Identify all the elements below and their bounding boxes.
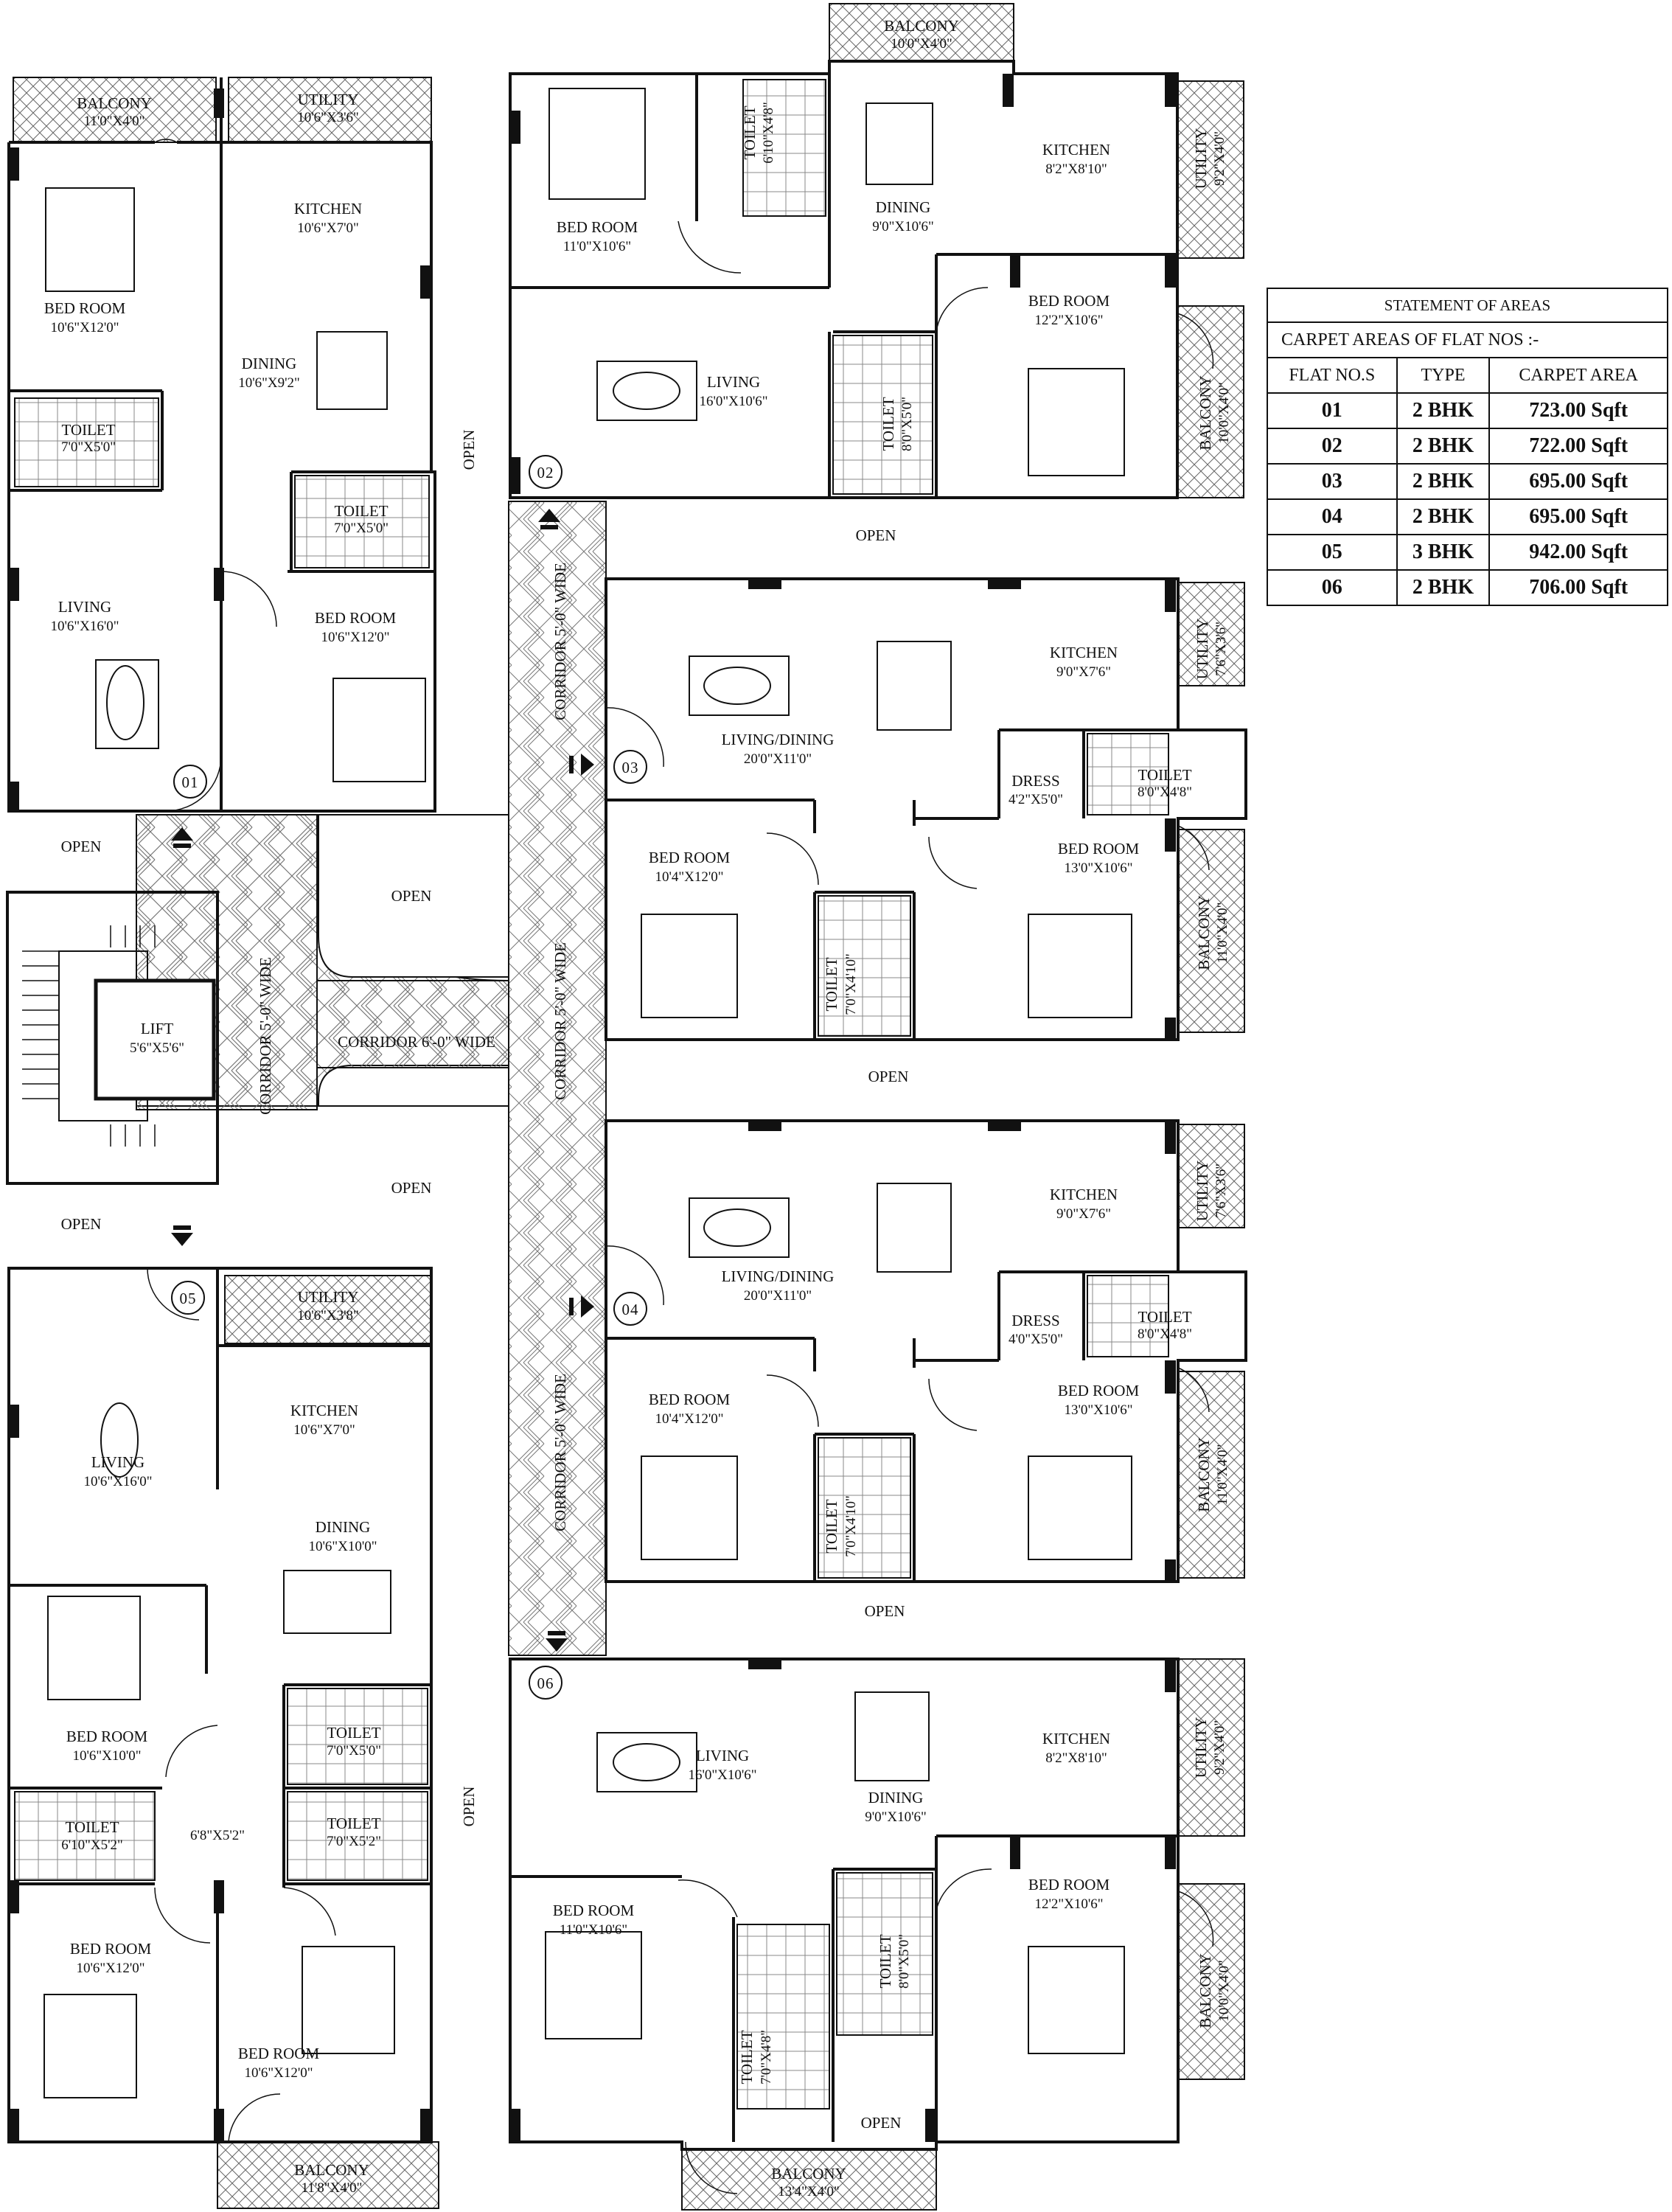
areas-cell: 06 <box>1267 570 1397 605</box>
open-label-7: OPEN <box>855 526 896 544</box>
open-label-2: OPEN <box>391 887 432 905</box>
u4-toilet1-dim: 8'0"X4'8" <box>1137 1326 1193 1342</box>
u1-bed2-dim: 10'6"X12'0" <box>321 630 390 645</box>
u5-dining-dim: 10'6"X10'0" <box>308 1539 377 1554</box>
areas-cell: 723.00 Sqft <box>1489 393 1668 428</box>
u6-kitchen-dim: 8'2"X8'10" <box>1045 1750 1107 1766</box>
areas-cell: 01 <box>1267 393 1397 428</box>
lift-label: LIFT <box>140 1020 174 1037</box>
u6-balcony2-dim: 10'0"X4'0" <box>1216 1960 1232 2022</box>
u2-balcony-dim: 10'0"X4'0" <box>891 36 952 52</box>
areas-header-row <box>1267 358 1668 393</box>
u5-flat-number: 05 <box>179 1290 197 1307</box>
u4-bed2-dim: 13'0"X10'6" <box>1064 1402 1133 1418</box>
u5-balcony-label: BALCONY <box>294 2161 369 2179</box>
u1-balcony-label: BALCONY <box>77 94 152 112</box>
u6-utility-dim: 9'2"X4'0" <box>1212 1719 1227 1775</box>
u1-toilet1-label: TOILET <box>61 421 116 439</box>
u2-utility-dim: 9'2"X4'0" <box>1212 131 1227 187</box>
u3-utility-dim: 7'6"X3'6" <box>1213 621 1229 677</box>
u6-balcony2-label: BALCONY <box>1196 1953 1214 2028</box>
u4-bed1-dim: 10'4"X12'0" <box>655 1411 724 1427</box>
u2-toilet1-label: TOILET <box>741 105 759 160</box>
areas-cell: 02 <box>1267 428 1397 464</box>
open-label-3: OPEN <box>391 1179 432 1197</box>
u5-bed1-label: BED ROOM <box>66 1728 148 1745</box>
u2-living-dim: 16'0"X10'6" <box>699 394 768 409</box>
u3-toilet2-label: TOILET <box>823 957 840 1012</box>
u6-kitchen-label: KITCHEN <box>1042 1730 1111 1747</box>
u2-kitchen-label: KITCHEN <box>1042 141 1111 159</box>
corridor-label-2: CORRIDOR 5'-0" WIDE <box>551 942 569 1100</box>
u3-toilet1-label: TOILET <box>1138 766 1192 784</box>
u6-balcony-dim: 13'4"X4'0" <box>778 2184 840 2199</box>
unit-03 <box>606 579 1246 1040</box>
u5-dining-label: DINING <box>315 1518 371 1536</box>
unit-01 <box>9 77 435 811</box>
u3-bed2-dim: 13'0"X10'6" <box>1064 860 1133 876</box>
u3-toilet2-dim: 7'0"X4'10" <box>843 953 859 1015</box>
u5-passage-dim: 6'8"X5'2" <box>189 1828 245 1843</box>
areas-subtitle: CARPET AREAS OF FLAT NOS :- <box>1267 322 1668 358</box>
u5-utility-dim: 10'6"X3'8" <box>297 1308 359 1324</box>
u5-bed3-dim: 10'6"X12'0" <box>244 2065 313 2081</box>
table-row <box>1267 393 1668 428</box>
u4-toilet2-dim: 7'0"X4'10" <box>843 1495 859 1557</box>
u1-bed1-label: BED ROOM <box>43 299 126 317</box>
areas-cell: 2 BHK <box>1397 428 1490 464</box>
areas-cell: 03 <box>1267 464 1397 499</box>
u1-utility-label: UTILITY <box>297 91 359 108</box>
u3-bed1-label: BED ROOM <box>648 849 731 866</box>
u5-bed2-dim: 10'6"X12'0" <box>76 1961 145 1976</box>
u1-balcony-dim: 11'0"X4'0" <box>83 114 145 129</box>
u4-dress-dim: 4'0"X5'0" <box>1008 1332 1064 1347</box>
u2-living-label: LIVING <box>706 373 761 391</box>
u4-balcony-label: BALCONY <box>1195 1437 1213 1512</box>
open-label-9: OPEN <box>864 1602 905 1620</box>
areas-cell: 2 BHK <box>1397 570 1490 605</box>
u1-dining-dim: 10'6"X9'2" <box>238 375 300 391</box>
areas-cell: 04 <box>1267 499 1397 535</box>
u2-bed1-dim: 11'0"X10'6" <box>562 239 632 254</box>
areas-cell: 2 BHK <box>1397 464 1490 499</box>
areas-title: STATEMENT OF AREAS <box>1267 288 1668 322</box>
u6-bed2-label: BED ROOM <box>1028 1876 1110 1893</box>
u3-kitchen-label: KITCHEN <box>1049 644 1118 661</box>
u5-living-label: LIVING <box>91 1453 145 1471</box>
u3-living-label: LIVING/DINING <box>721 731 835 748</box>
open-label-5: OPEN <box>460 429 478 470</box>
u2-balcony-label: BALCONY <box>884 17 959 35</box>
u6-bed2-dim: 12'2"X10'6" <box>1034 1896 1104 1912</box>
u5-toilet1-label: TOILET <box>327 1724 381 1742</box>
u6-flat-number: 06 <box>537 1674 554 1692</box>
u1-kitchen-label: KITCHEN <box>293 200 363 218</box>
u6-bed1-label: BED ROOM <box>552 1902 635 1919</box>
open-label-8: OPEN <box>868 1068 909 1085</box>
corridor-label-4: CORRIDOR 5'-0" WIDE <box>257 957 274 1115</box>
u1-flat-number: 01 <box>181 773 199 791</box>
unit-04 <box>606 1121 1246 1582</box>
u3-balcony-label: BALCONY <box>1195 895 1213 970</box>
u5-living-dim: 10'6"X16'0" <box>83 1474 153 1489</box>
u6-open-label: OPEN <box>860 2114 902 2132</box>
u4-kitchen-dim: 9'0"X7'6" <box>1056 1206 1112 1222</box>
u1-toilet2-label: TOILET <box>334 502 389 520</box>
u1-kitchen-dim: 10'6"X7'0" <box>297 220 359 236</box>
u4-balcony-dim: 11'0"X4'0" <box>1215 1444 1230 1506</box>
u1-dining-label: DINING <box>241 355 297 372</box>
areas-cell: 3 BHK <box>1397 535 1490 570</box>
u5-toilet1-dim: 7'0"X5'0" <box>326 1743 382 1759</box>
u4-toilet1-label: TOILET <box>1138 1308 1192 1326</box>
u2-dining-label: DINING <box>875 198 931 216</box>
corridor-label-1: CORRIDOR 5'-0" WIDE <box>551 563 569 720</box>
areas-cell: 2 BHK <box>1397 393 1490 428</box>
unit-02 <box>510 4 1244 498</box>
u5-kitchen-dim: 10'6"X7'0" <box>293 1422 355 1438</box>
u5-toilet2-label: TOILET <box>65 1818 119 1836</box>
open-label-6: OPEN <box>460 1786 478 1827</box>
u1-bed2-label: BED ROOM <box>314 609 397 627</box>
unit-06 <box>510 1659 1244 2210</box>
u2-kitchen-dim: 8'2"X8'10" <box>1045 161 1107 177</box>
u3-toilet1-dim: 8'0"X4'8" <box>1137 785 1193 800</box>
table-row <box>1267 570 1668 605</box>
u2-flat-number: 02 <box>537 464 554 481</box>
u3-bed1-dim: 10'4"X12'0" <box>655 869 724 885</box>
table-row <box>1267 428 1668 464</box>
areas-cell: 706.00 Sqft <box>1489 570 1668 605</box>
areas-header-flat: FLAT NO.S <box>1267 358 1397 393</box>
areas-cell: 05 <box>1267 535 1397 570</box>
areas-header-carpet: CARPET AREA <box>1489 358 1668 393</box>
u2-bed1-label: BED ROOM <box>556 218 638 236</box>
u1-toilet2-dim: 7'0"X5'0" <box>333 521 389 536</box>
u6-toilet1-dim: 7'0"X4'8" <box>759 2029 774 2085</box>
u2-bed2-dim: 12'2"X10'6" <box>1034 313 1104 328</box>
u4-bed2-label: BED ROOM <box>1057 1382 1140 1399</box>
u2-balcony2-dim: 10'0"X4'0" <box>1216 382 1232 444</box>
u1-living-dim: 10'6"X16'0" <box>50 619 119 634</box>
areas-cell: 2 BHK <box>1397 499 1490 535</box>
u6-bed1-dim: 11'0"X10'6" <box>559 1922 628 1938</box>
u4-toilet2-label: TOILET <box>823 1499 840 1554</box>
u2-dining-dim: 9'0"X10'6" <box>872 219 934 234</box>
areas-cell: 695.00 Sqft <box>1489 464 1668 499</box>
u4-bed1-label: BED ROOM <box>648 1391 731 1408</box>
statement-of-areas-table <box>1267 288 1668 606</box>
u6-toilet2-label: TOILET <box>877 1934 894 1989</box>
open-label-1: OPEN <box>60 838 102 855</box>
u3-flat-number: 03 <box>621 759 639 776</box>
corridor-label-3: CORRIDOR 5'-0" WIDE <box>551 1374 569 1531</box>
u5-bed1-dim: 10'6"X10'0" <box>72 1748 142 1764</box>
corridor-label-5: CORRIDOR 6'-0" WIDE <box>338 1033 495 1051</box>
areas-cell: 722.00 Sqft <box>1489 428 1668 464</box>
u4-flat-number: 04 <box>621 1301 639 1318</box>
u5-balcony-dim: 11'8"X4'0" <box>301 2180 363 2196</box>
u3-kitchen-dim: 9'0"X7'6" <box>1056 664 1112 680</box>
open-label-4: OPEN <box>60 1215 102 1233</box>
table-row <box>1267 499 1668 535</box>
u1-utility-dim: 10'6"X3'6" <box>297 110 359 125</box>
u6-utility-label: UTILITY <box>1192 1717 1210 1778</box>
u1-living-label: LIVING <box>58 598 112 616</box>
lift-dim: 5'6"X5'6" <box>129 1040 185 1056</box>
u6-toilet2-dim: 8'0"X5'0" <box>896 1933 912 1989</box>
u4-living-dim: 20'0"X11'0" <box>743 1288 812 1304</box>
u6-living-dim: 16'0"X10'6" <box>688 1767 757 1783</box>
areas-cell: 942.00 Sqft <box>1489 535 1668 570</box>
areas-header-type: TYPE <box>1397 358 1490 393</box>
unit-05 <box>9 1268 439 2208</box>
u2-balcony2-label: BALCONY <box>1196 375 1214 451</box>
u5-toilet2-dim: 6'10"X5'2" <box>61 1837 123 1853</box>
u3-dress-label: DRESS <box>1011 772 1060 790</box>
u2-toilet2-dim: 8'0"X5'0" <box>899 396 915 452</box>
u4-utility-label: UTILITY <box>1194 1160 1211 1222</box>
u3-dress-dim: 4'2"X5'0" <box>1008 792 1064 807</box>
u3-utility-label: UTILITY <box>1194 618 1211 680</box>
u5-toilet3-label: TOILET <box>327 1815 381 1832</box>
u6-toilet1-label: TOILET <box>738 2030 756 2084</box>
u5-utility-label: UTILITY <box>297 1288 359 1306</box>
table-row <box>1267 464 1668 499</box>
u4-utility-dim: 7'6"X3'6" <box>1213 1163 1229 1219</box>
u2-bed2-label: BED ROOM <box>1028 292 1110 310</box>
u4-kitchen-label: KITCHEN <box>1049 1186 1118 1203</box>
u4-dress-label: DRESS <box>1011 1312 1060 1329</box>
u6-dining-dim: 9'0"X10'6" <box>865 1809 927 1825</box>
u2-utility-label: UTILITY <box>1192 128 1210 189</box>
u6-dining-label: DINING <box>868 1789 924 1806</box>
u5-kitchen-label: KITCHEN <box>290 1402 359 1419</box>
u3-living-dim: 20'0"X11'0" <box>743 751 812 767</box>
u5-bed2-label: BED ROOM <box>69 1940 152 1958</box>
u5-bed3-label: BED ROOM <box>237 2045 320 2062</box>
u5-toilet3-dim: 7'0"X5'2" <box>326 1834 382 1849</box>
areas-cell: 695.00 Sqft <box>1489 499 1668 535</box>
table-row <box>1267 535 1668 570</box>
u2-toilet1-dim: 6'10"X4'8" <box>761 102 776 164</box>
u2-toilet2-label: TOILET <box>879 397 897 451</box>
u1-bed1-dim: 10'6"X12'0" <box>50 320 119 335</box>
u3-bed2-label: BED ROOM <box>1057 840 1140 858</box>
u6-balcony-label: BALCONY <box>771 2165 846 2183</box>
u4-living-label: LIVING/DINING <box>721 1267 835 1285</box>
u6-living-label: LIVING <box>695 1747 750 1764</box>
u1-toilet1-dim: 7'0"X5'0" <box>60 439 116 455</box>
u3-balcony-dim: 11'0"X4'0" <box>1215 902 1230 964</box>
